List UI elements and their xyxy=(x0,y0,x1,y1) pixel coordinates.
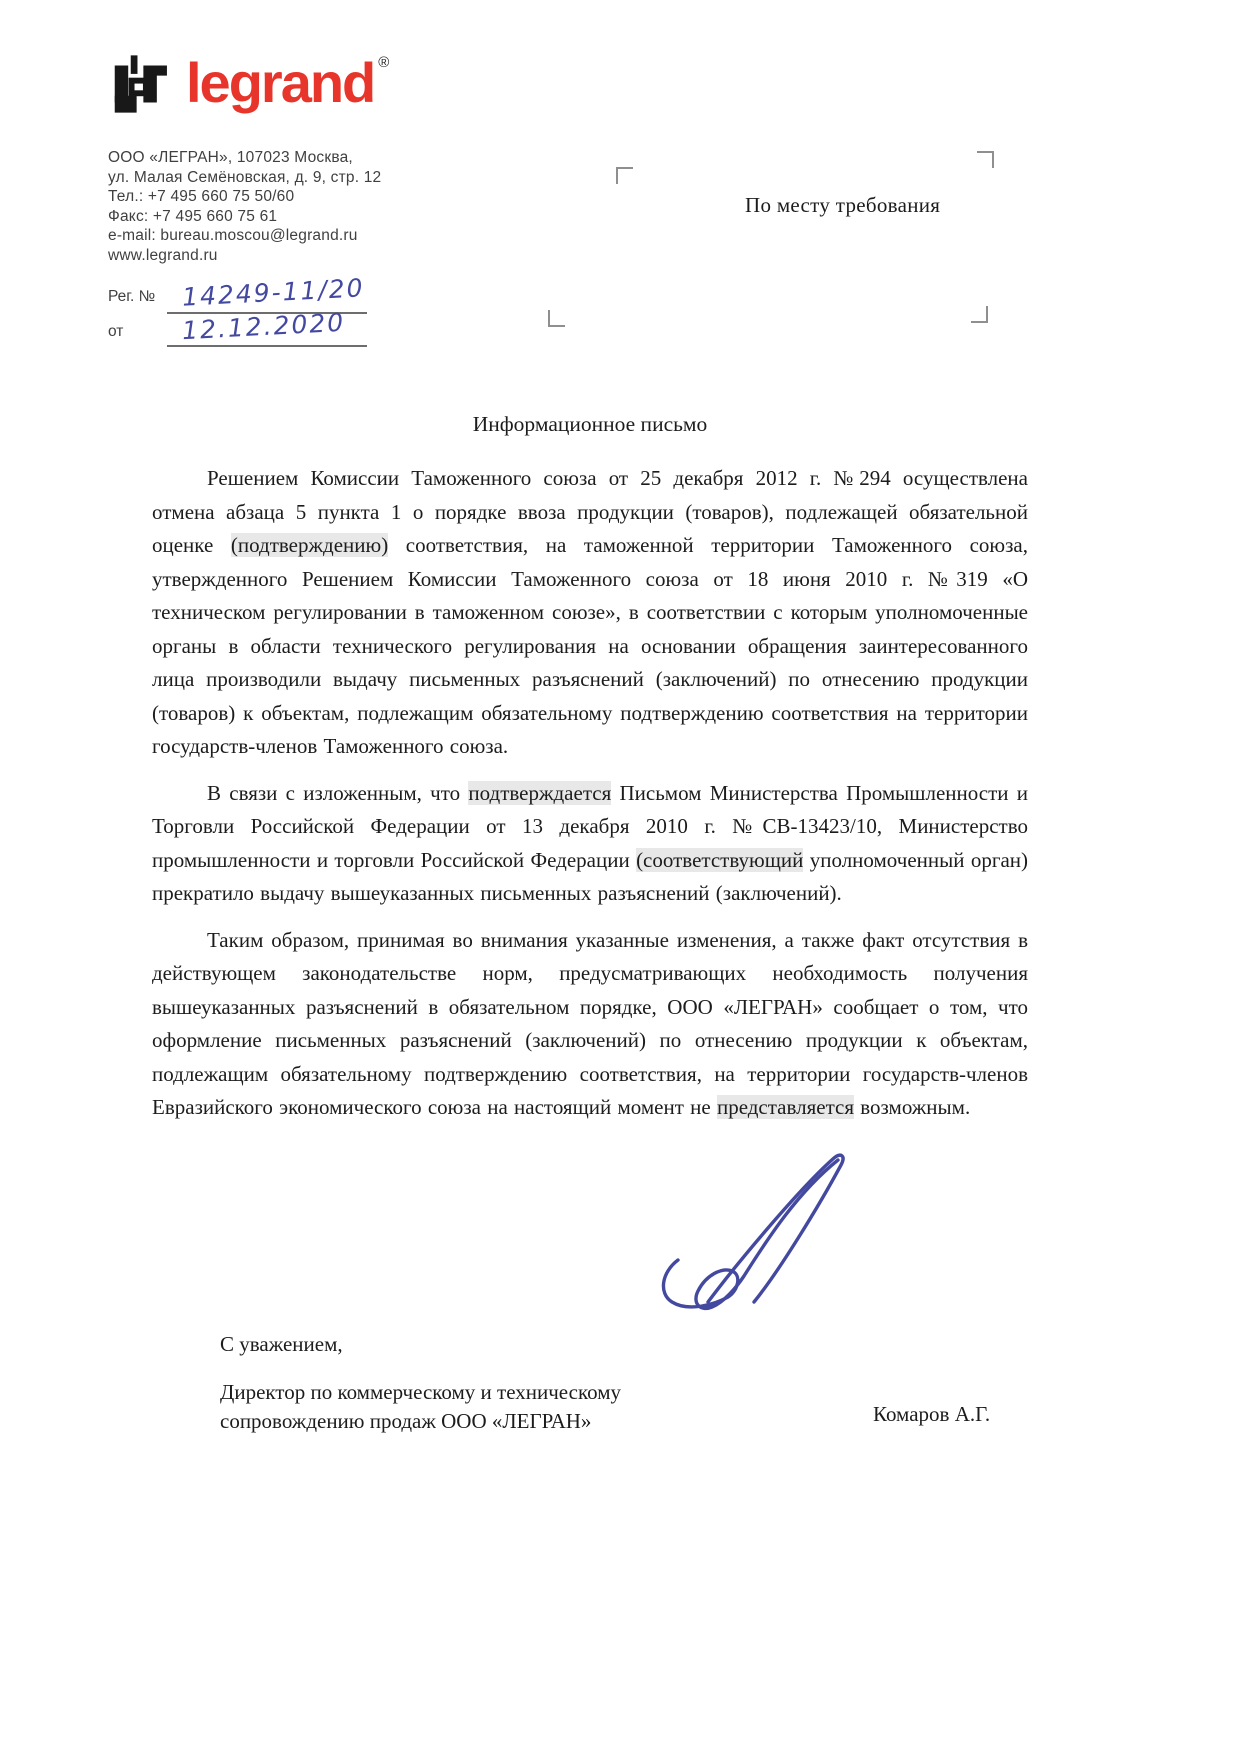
date-label: от xyxy=(108,323,124,340)
letter-title: Информационное письмо xyxy=(472,412,708,436)
reg-number-handwritten-value: 14249-11/20 xyxy=(181,273,366,312)
date-handwritten-value: 12.12.2020 xyxy=(181,307,346,346)
street-line: ул. Малая Семёновская, д. 9, стр. 12 xyxy=(108,168,382,186)
recipient-line: По месту требования xyxy=(745,193,941,217)
company-address-block xyxy=(108,148,381,265)
reg-number-label: Рег. № xyxy=(108,288,156,305)
registered-trademark-symbol: ® xyxy=(378,54,390,71)
salutation: С уважением, xyxy=(220,1332,343,1356)
company-name-line: ООО «ЛЕГРАН», 107023 Москва, xyxy=(108,149,353,166)
brand-wordmark: legrand xyxy=(186,51,375,114)
signature-ink xyxy=(648,1150,858,1320)
paragraph-1: Решением Комиссии Таможенного союза от 25 декабря 2012 г. №294 осуществлена отмена абзаца 5 пункта 1 о порядке ввоза продукции (товаров), подлежащей обязательной оценке (подтверждению) соответствия, на таможенной территории Таможенного союза, утвержденного Решением Комиссии Таможенного союза от 18 июня 2010 г. №319 «О техническом регулировании в таможенном союзе», в соответствии с которым уполномоченные органы в области технического регулирования на основании обращения заинтересованного лица производили выдачу письменных разъяснений (заключений) по отнесению продукции (товаров) к объектам, подлежащим обязательному подтверждению соответствия на территории государств-членов Таможенного союза. xyxy=(152,466,1028,758)
paragraph-3: Таким образом, принимая во внимания указанные изменения, а также факт отсутствия в действующем законодательстве норм, предусматривающих необходимость получения вышеуказанных разъяснений в обязательном порядке, ООО «ЛЕГРАН» сообщает о том, что оформление письменных разъяснений (заключений) по отнесению продукции к объектам, подлежащим обязательному подтверждению соответствия, на территории государств-членов Евразийского экономического союза на настоящий момент не представляется возможным. xyxy=(152,927,1028,1119)
signer-position-line2: сопровождению продаж ООО «ЛЕГРАН» xyxy=(220,1408,592,1433)
signer-position-line1: Директор по коммерческому и техническому xyxy=(220,1380,621,1404)
signer-position xyxy=(220,1378,621,1435)
paragraph-2: В связи с изложенным, что подтверждается Письмом Министерства Промышленности и Торговли Российской Федерации от 13 декабря 2010 г. №СВ-13423/10, Министерство промышленности и торговли Российской Федерации (соответствующий уполномоченный орган) прекратило выдачу вышеуказанных письменных разъяснений (заключений). xyxy=(152,780,1028,905)
phone-line: Тел.: +7 495 660 75 50/60 xyxy=(108,188,295,205)
letter-body xyxy=(152,462,1028,1138)
legrand-logo xyxy=(108,52,389,116)
corner-mark-top-left xyxy=(616,167,633,184)
corner-mark-bottom-right xyxy=(971,306,988,323)
signer-name: Комаров А.Г. xyxy=(873,1402,991,1426)
email-line: e-mail: bureau.moscou@legrand.ru xyxy=(108,227,358,244)
date-line xyxy=(167,345,367,347)
corner-mark-bottom-left xyxy=(548,310,565,327)
corner-mark-top-right xyxy=(977,151,994,168)
legrand-monogram-icon xyxy=(108,52,172,116)
website-line: www.legrand.ru xyxy=(108,246,218,264)
fax-line: Факс: +7 495 660 75 61 xyxy=(108,207,278,225)
